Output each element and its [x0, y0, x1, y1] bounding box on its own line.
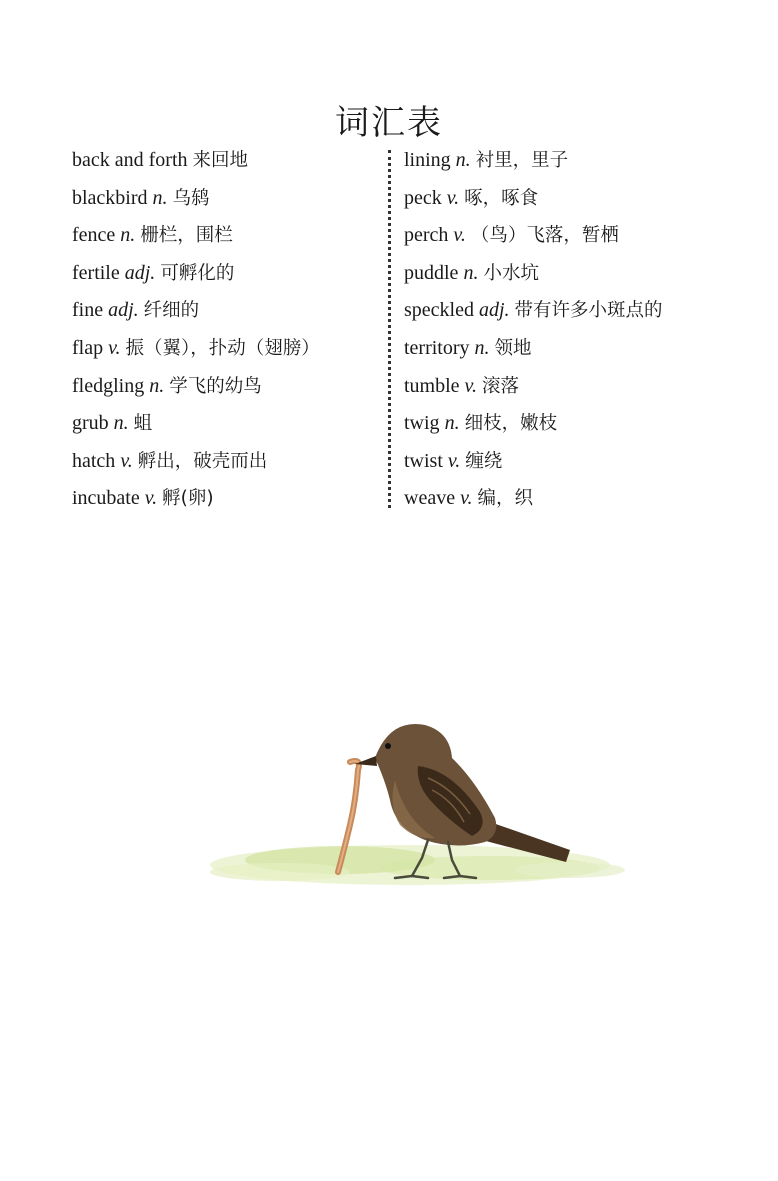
- entry-meaning: 纤细的: [143, 300, 200, 322]
- entry-word: twist: [404, 449, 443, 472]
- entry-pos: n.: [463, 261, 479, 284]
- glossary-entry: [404, 292, 744, 330]
- entry-pos: v.: [144, 487, 158, 510]
- entry-word: fledgling: [72, 374, 145, 397]
- entry-word: lining: [404, 149, 451, 171]
- entry-pos: n.: [113, 412, 129, 435]
- glossary-entry: [72, 255, 382, 293]
- glossary-left-column: [72, 142, 382, 518]
- glossary-entry: [72, 330, 382, 368]
- entry-word: flap: [72, 336, 104, 359]
- entry-meaning: 孵(卵): [162, 488, 214, 510]
- entry-word: speckled: [404, 299, 474, 322]
- glossary-entry: [404, 443, 744, 481]
- glossary-entry: [404, 180, 744, 218]
- page-title: 词汇表: [335, 102, 443, 143]
- glossary-entry: [404, 217, 744, 255]
- entry-word: grub: [72, 412, 109, 435]
- entry-meaning: 学飞的幼鸟: [169, 375, 262, 397]
- glossary-entry: [72, 368, 382, 406]
- entry-pos: n.: [120, 224, 136, 247]
- entry-meaning: 来回地: [192, 150, 249, 171]
- bird-eye-icon: [385, 743, 391, 749]
- entry-word: peck: [404, 186, 442, 209]
- entry-meaning: 乌鸫: [172, 187, 210, 209]
- entry-word: territory: [404, 336, 470, 359]
- glossary-entry: [72, 180, 382, 218]
- entry-word: back and forth: [72, 149, 188, 171]
- entry-meaning: 啄，啄食: [464, 187, 539, 209]
- entry-word: weave: [404, 487, 456, 510]
- entry-word: puddle: [404, 261, 459, 284]
- entry-meaning: 缠绕: [465, 450, 503, 472]
- entry-pos: v.: [453, 224, 466, 247]
- entry-pos: v.: [460, 487, 473, 510]
- glossary-entry: [72, 443, 382, 481]
- entry-meaning: 领地: [494, 337, 532, 359]
- blackbird-with-worm-icon: [190, 700, 640, 900]
- entry-word: blackbird: [72, 186, 148, 209]
- entry-word: fine: [72, 299, 104, 322]
- entry-pos: v.: [120, 449, 133, 472]
- glossary-entry: [72, 480, 382, 518]
- entry-meaning: 小水坑: [483, 262, 539, 284]
- entry-meaning: 孵出，破壳而出: [137, 450, 268, 472]
- glossary-entry: [72, 405, 382, 443]
- entry-meaning: 振（翼），扑动（翅膀）: [125, 337, 320, 359]
- entry-meaning: 带有许多小斑点的: [514, 300, 663, 322]
- glossary-entry: [404, 405, 744, 443]
- entry-pos: adj.: [478, 299, 510, 322]
- entry-pos: v.: [446, 186, 460, 209]
- entry-pos: n.: [152, 186, 168, 209]
- entry-meaning: 编，织: [477, 488, 533, 510]
- entry-pos: adj.: [124, 261, 156, 284]
- entry-meaning: 栅栏，围栏: [140, 225, 233, 247]
- entry-pos: v.: [108, 336, 121, 359]
- entry-meaning: 可孵化的: [160, 262, 235, 284]
- entry-word: twig: [404, 412, 440, 435]
- entry-word: fence: [72, 224, 116, 247]
- entry-pos: n.: [444, 412, 460, 435]
- glossary-entry: [72, 292, 382, 330]
- entry-pos: n.: [455, 149, 471, 171]
- entry-word: hatch: [72, 449, 116, 472]
- glossary-entry: [404, 330, 744, 368]
- entry-meaning: 衬里，里子: [475, 150, 569, 171]
- glossary-entry: [404, 142, 744, 180]
- glossary-entry: [404, 480, 744, 518]
- glossary-entry: [72, 217, 382, 255]
- glossary-entry: [404, 368, 744, 406]
- entry-pos: n.: [474, 336, 490, 359]
- entry-word: perch: [404, 224, 449, 247]
- entry-pos: n.: [149, 374, 165, 397]
- entry-pos: v.: [464, 374, 477, 397]
- entry-word: tumble: [404, 374, 460, 397]
- glossary-right-column: [404, 142, 744, 518]
- entry-meaning: 滚落: [481, 375, 519, 397]
- entry-meaning: （鸟）飞落，暂栖: [470, 225, 619, 247]
- entry-meaning: 蛆: [133, 413, 153, 435]
- glossary-entry: [72, 142, 382, 180]
- glossary-entry: [404, 255, 744, 293]
- entry-pos: v.: [447, 449, 461, 472]
- column-divider: [388, 150, 391, 508]
- entry-word: incubate: [72, 487, 140, 510]
- entry-pos: adj.: [108, 299, 139, 322]
- entry-meaning: 细枝，嫩枝: [464, 413, 558, 435]
- entry-word: fertile: [72, 261, 120, 284]
